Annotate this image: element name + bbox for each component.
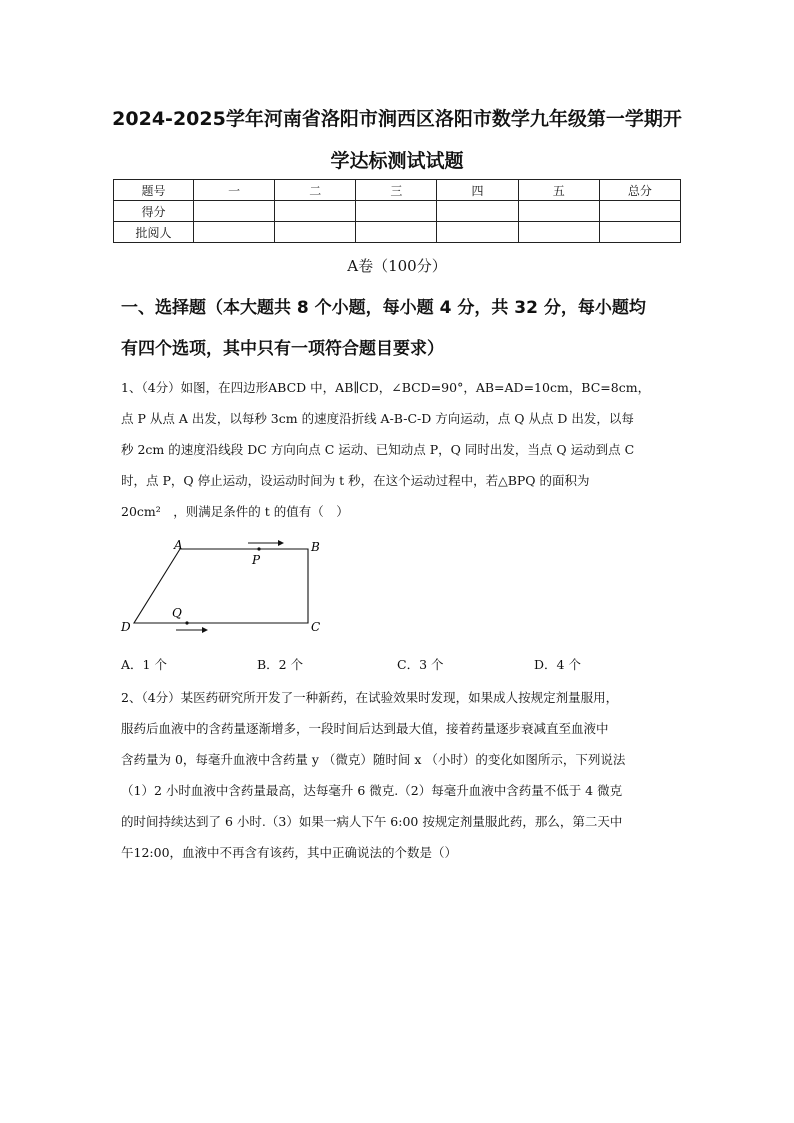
exam-title-line-1: 2024-2025学年河南省洛阳市涧西区洛阳市数学九年级第一学期开 xyxy=(112,108,682,130)
question-1 xyxy=(121,372,681,527)
reviewer-cell xyxy=(356,222,437,243)
part1-heading-line-1: 一、选择题（本大题共 8 个小题，每小题 4 分，共 32 分，每小题均 xyxy=(121,298,646,318)
question-1-line: 点 P 从点 A 出发，以每秒 3cm 的速度沿折线 A-B-C-D 方向运动，点 Q 从点 D 出发，以每 xyxy=(121,411,634,426)
question-2-line: 含药量为 0，每毫升血液中含药量 y （微克）随时间 x （小时）的变化如图所示，下列说法 xyxy=(121,752,626,767)
question-1-line: 1、（4分）如图，在四边形ABCD 中，AB∥CD，∠BCD=90°，AB=AD=10cm，BC=8cm， xyxy=(121,380,651,395)
question-2 xyxy=(121,682,681,868)
point-q-dot xyxy=(185,621,188,624)
header-cell: 二 xyxy=(275,180,356,201)
score-cell xyxy=(275,201,356,222)
reviewer-cell xyxy=(437,222,518,243)
question-2-line: 的时间持续达到了 6 小时.（3）如果一病人下午 6:00 按规定剂量服此药，那么，第二天中 xyxy=(121,814,623,829)
label-d: D xyxy=(121,620,131,634)
score-table-header-row xyxy=(114,180,681,201)
score-cell xyxy=(437,201,518,222)
part1-heading-line-2: 有四个选项，其中只有一项符合题目要求） xyxy=(121,339,444,359)
exam-title-line-2: 学达标测试试题 xyxy=(330,150,464,172)
row-label: 批阅人 xyxy=(114,222,194,243)
section-a-title: A卷（100分） xyxy=(347,257,447,275)
question-2-line: 午12:00，血液中不再含有该药，其中正确说法的个数是（） xyxy=(121,845,458,860)
reviewer-cell xyxy=(275,222,356,243)
score-cell xyxy=(599,201,680,222)
score-table xyxy=(113,179,681,243)
header-cell: 一 xyxy=(194,180,275,201)
reviewer-cell xyxy=(518,222,599,243)
header-cell: 五 xyxy=(518,180,599,201)
header-cell: 三 xyxy=(356,180,437,201)
score-cell xyxy=(194,201,275,222)
row-label: 得分 xyxy=(114,201,194,222)
label-p: P xyxy=(252,553,261,567)
label-q: Q xyxy=(172,606,182,620)
question-1-line: 20cm² ，则满足条件的 t 的值有（ ） xyxy=(121,504,349,519)
question-1-options xyxy=(121,655,681,675)
score-cell xyxy=(518,201,599,222)
score-row xyxy=(114,201,681,222)
option-a: A．1 个 xyxy=(121,657,167,672)
option-d: D．4 个 xyxy=(534,657,581,672)
question-2-line: 2、（4分）某医药研究所开发了一种新药，在试验效果时发现，如果成人按规定剂量服用， xyxy=(121,690,619,705)
question-2-line: （1）2 小时血液中含药量最高，达每毫升 6 微克.（2）每毫升血液中含药量不低于 4 微克 xyxy=(121,783,623,798)
question-2-line: 服药后血液中的含药量逐渐增多，一段时间后达到最大值，接着药量逐步衰减直至血液中 xyxy=(121,721,609,736)
label-b: B xyxy=(311,540,320,554)
reviewer-cell xyxy=(194,222,275,243)
option-b: B．2 个 xyxy=(257,657,304,672)
header-cell: 题号 xyxy=(114,180,194,201)
reviewer-row xyxy=(114,222,681,243)
arrow-p-head xyxy=(278,540,284,546)
score-cell xyxy=(356,201,437,222)
label-a: A xyxy=(174,538,183,552)
option-c: C．3 个 xyxy=(397,657,444,672)
header-cell: 四 xyxy=(437,180,518,201)
question-1-line: 秒 2cm 的速度沿线段 DC 方向向点 C 运动、已知动点 P，Q 同时出发，当点 Q 运动到点 C xyxy=(121,442,635,457)
question-1-line: 时，点 P，Q 停止运动，设运动时间为 t 秒，在这个运动过程中，若△BPQ 的面积为 xyxy=(121,473,590,488)
point-p-dot xyxy=(257,547,260,550)
header-cell: 总分 xyxy=(599,180,680,201)
arrow-q-head xyxy=(202,627,208,633)
trapezoid-figure xyxy=(118,535,338,640)
label-c: C xyxy=(311,620,321,634)
reviewer-cell xyxy=(599,222,680,243)
trapezoid-outline xyxy=(134,549,308,623)
